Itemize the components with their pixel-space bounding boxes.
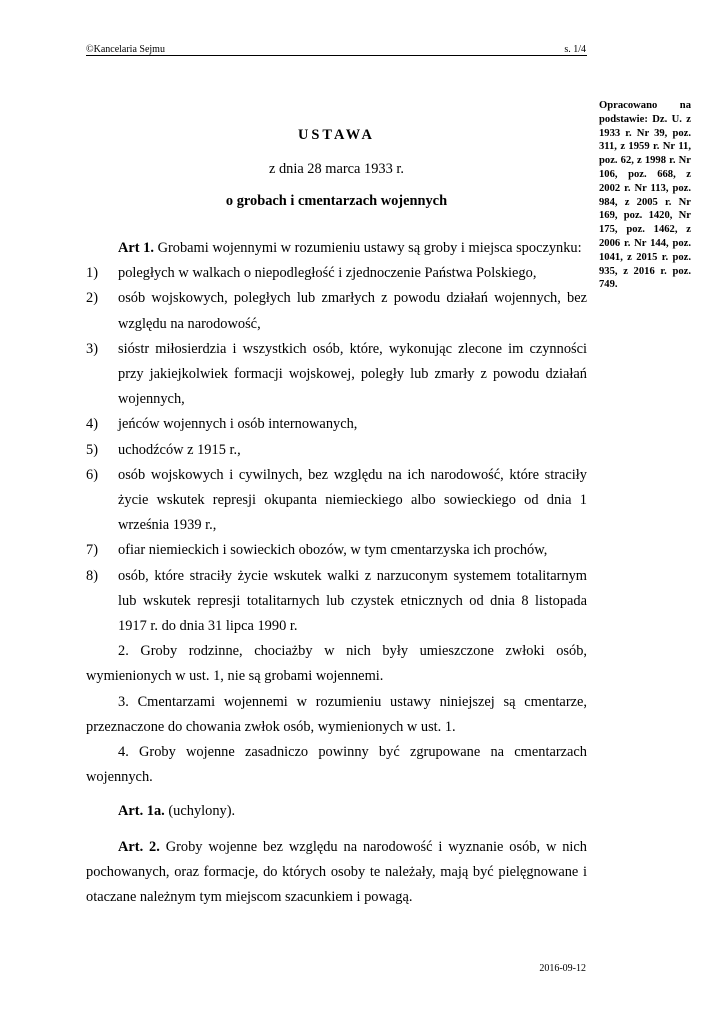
header-publisher: ©Kancelaria Sejmu bbox=[86, 44, 165, 55]
document-body bbox=[86, 236, 587, 910]
list-item-number: 6) bbox=[86, 466, 98, 483]
article-1-ust-3: 3. Cmentarzami wojennemi w rozumieniu ustawy niniejszej są cmentarze, przeznaczone do chowania zwłok osób, wymienionych w ust. 1. bbox=[86, 693, 587, 735]
list-item-text: uchodźców z 1915 r., bbox=[118, 441, 241, 458]
article-2-label: Art. 2. bbox=[118, 838, 160, 855]
list-item-text: osób, które straciły życie wskutek walki z narzuconym systemem totalitarnym lub wskutek represji totalitarnych lub czystek etnicznych od dnia 8 listopada 1917 r. do dnia 31 lipca 1990 r. bbox=[118, 567, 587, 635]
list-item-number: 2) bbox=[86, 290, 98, 307]
article-1-ust-4: 4. Groby wojenne zasadniczo powinny być zgrupowane na cmentarzach wojennych. bbox=[86, 744, 587, 786]
article-1-label: Art 1. bbox=[118, 240, 154, 256]
list-item-text: poległych w walkach o niepodległość i zjednoczenie Państwa Polskiego, bbox=[118, 265, 537, 282]
article-1-intro-text: Grobami wojennymi w rozumieniu ustawy są groby i miejsca spoczynku: bbox=[157, 240, 582, 256]
list-item-number: 8) bbox=[86, 567, 98, 584]
footer-date: 2016-09-12 bbox=[539, 963, 586, 974]
document-date: z dnia 28 marca 1933 r. bbox=[268, 161, 405, 177]
list-item-number: 5) bbox=[86, 441, 98, 458]
list-item bbox=[86, 564, 587, 640]
list-item-text: ofiar niemieckich i sowieckich obozów, w tym cmentarzyska ich prochów, bbox=[118, 542, 548, 559]
article-2 bbox=[86, 835, 587, 911]
list-item-text: osób wojskowych i cywilnych, bez względu na ich narodowość, które straciły życie wskutek represji okupanta niemieckiego albo sowieckiego od dnia 1 września 1939 r., bbox=[118, 466, 587, 534]
list-item-text: osób wojskowych, poległych lub zmarłych z powodu działań wojennych, bez względu na narodowość, bbox=[118, 290, 587, 332]
header-page-number: s. 1/4 bbox=[564, 44, 586, 55]
document-title: USTAWA bbox=[298, 127, 375, 143]
source-note: Opracowano na podstawie: Dz. U. z 1933 r. Nr 39, poz. 311, z 1959 r. Nr 11, poz. 62, z 1998 r. Nr 106, poz. 668, z 2002 r. Nr 113, poz. 984, z 2005 r. Nr 169, poz. 1420, Nr 175, poz. 1462, z 2006 r. Nr 144, poz. 1041, z 2015 r. poz. 935, z 2016 r. poz. 749. bbox=[599, 100, 691, 291]
article-1a-label: Art. 1a. bbox=[118, 803, 165, 820]
list-item bbox=[86, 412, 587, 437]
document-subject: o grobach i cmentarzach wojennych bbox=[225, 193, 448, 209]
list-item-text: sióstr miłosierdzia i wszystkich osób, które, wykonując zlecone im czynności przy jakiejkolwiek formacji wojskowej, poległy lub zmarły z powodu działań wojennych, bbox=[118, 340, 587, 408]
article-1-list bbox=[86, 261, 587, 639]
article-1-ust-2: 2. Groby rodzinne, chociażby w nich były umieszczone zwłoki osób, wymienionych w ust. 1, nie są grobami wojennemi. bbox=[86, 643, 587, 685]
list-item bbox=[86, 337, 587, 413]
list-item-number: 3) bbox=[86, 340, 98, 357]
article-1-intro bbox=[86, 236, 587, 261]
list-item bbox=[86, 261, 587, 286]
list-item bbox=[86, 538, 587, 563]
list-item-number: 1) bbox=[86, 265, 98, 282]
list-item bbox=[86, 463, 587, 539]
list-item-number: 7) bbox=[86, 542, 98, 559]
header-divider bbox=[86, 55, 587, 56]
list-item-number: 4) bbox=[86, 416, 98, 433]
list-item-text: jeńców wojennych i osób internowanych, bbox=[118, 416, 358, 433]
article-2-text: Groby wojenne bez względu na narodowość i wyznanie osób, w nich pochowanych, oraz formacje, do których osoby te należały, mają być pielęgnowane i otaczane należnym tym miejscom szacunkiem i powagą. bbox=[86, 838, 587, 906]
list-item bbox=[86, 438, 587, 463]
list-item bbox=[86, 286, 587, 336]
article-1a bbox=[86, 799, 587, 824]
article-1a-text: (uchylony). bbox=[168, 803, 236, 820]
